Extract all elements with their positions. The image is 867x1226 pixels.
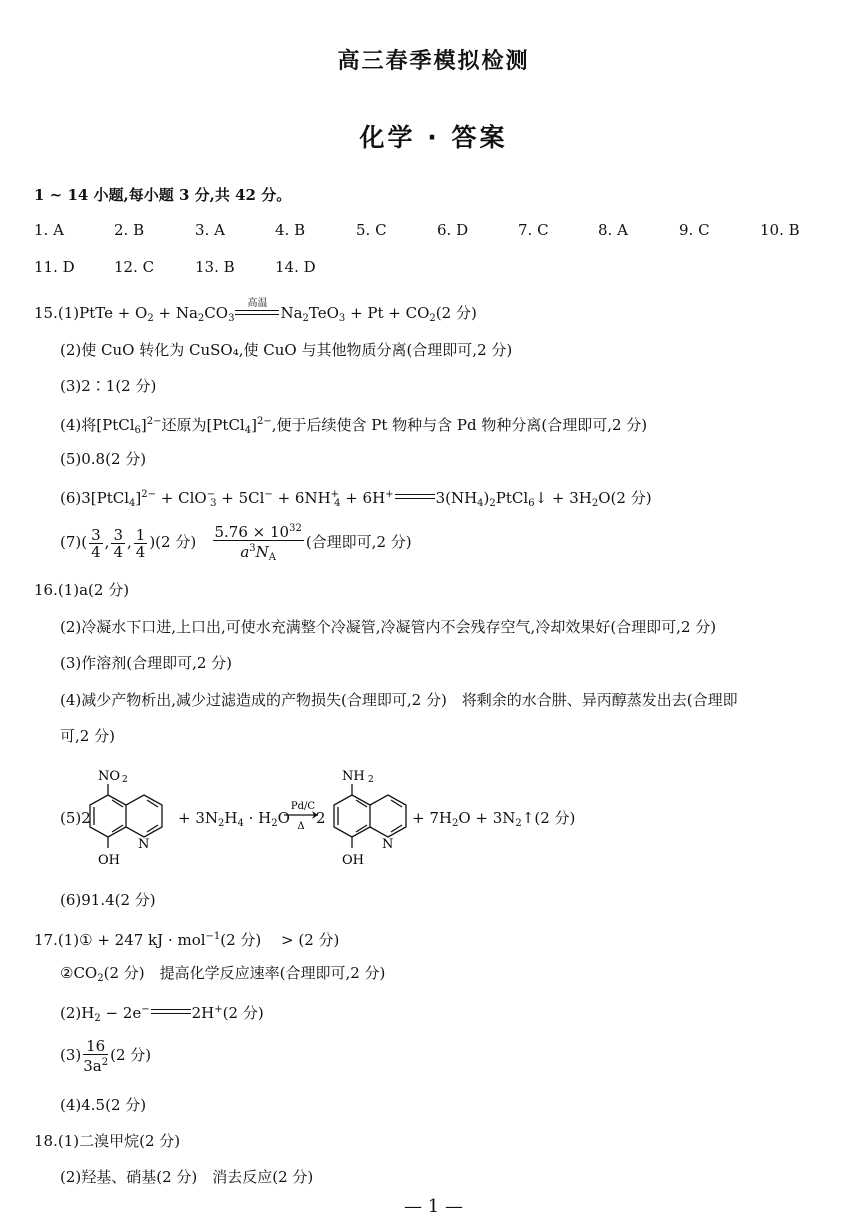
- ring-nitrogen-label: N: [138, 837, 150, 852]
- svg-text:2: 2: [368, 775, 374, 785]
- q17-part2: $(2)H_2 - 2e^-$ 2H+(2 分): [60, 1004, 264, 1024]
- q16-part2: (2)冷凝水下口进,上口出,可使水充满整个冷凝管,冷凝管内不会残存空气,冷却效果好(合理即可,2 分): [60, 618, 717, 636]
- text: Na: [280, 304, 303, 322]
- text: + 3N: [178, 809, 219, 827]
- text: CO: [204, 304, 229, 322]
- text: ]: [251, 416, 257, 434]
- q17-part3: [60, 1034, 151, 1076]
- mc-answer-9: 9. C: [679, 221, 710, 239]
- hydroxyl-group-label: OH: [342, 853, 364, 868]
- text: ,便于后续使含 Pt 物种与含 Pd 物种分离(合理即可,2 分): [271, 416, 648, 434]
- text: 3(NH: [435, 489, 478, 507]
- denominator: 4: [91, 542, 101, 561]
- section-intro: 1 ~ 14 小题,每小题 3 分,共 42 分。: [34, 186, 292, 204]
- text: (2 分) > (2 分): [220, 931, 340, 949]
- text: (2 分) 提高化学反应速率(合理即可,2 分): [103, 964, 386, 982]
- mc-answer-5: 5. C: [356, 221, 387, 239]
- text: + 6H: [340, 489, 386, 507]
- text: )(2 分): [149, 533, 197, 551]
- exponent: 32: [289, 522, 302, 534]
- question-number: 15.: [34, 304, 58, 322]
- q16-part1: [34, 579, 129, 601]
- text: ): [483, 489, 490, 507]
- reaction-equals-sign: [151, 1006, 191, 1018]
- page-subtitle: 化学 · 答案: [359, 123, 508, 152]
- mc-answer-6: 6. D: [437, 221, 469, 239]
- q15-part6: (6)3[PtCl$_4$]$^{2-}$ + $ClO^-_3 + 5Cl^- + 6NH^+_4 + 6H^+$ $3(NH_4)_2PtCl_6↓ + 3H_2O(2$ 分): [60, 489, 652, 509]
- nitro-hydroxyquinoline-structure: [72, 760, 182, 875]
- numerator: 16: [83, 1038, 108, 1055]
- mc-answer-14: 14. D: [275, 258, 316, 276]
- text: (7)(: [60, 533, 88, 551]
- mc-answer-2: 2. B: [114, 221, 145, 239]
- mc-answer-13: 13. B: [195, 258, 235, 276]
- q16-part5-products: + $7H_2O$ + $3N_2↑(2$ 分): [412, 809, 576, 829]
- numerator: 3: [113, 525, 123, 544]
- text: + 7H: [412, 809, 452, 827]
- denominator: a: [240, 542, 250, 561]
- text: (1)① + 247 kJ · mol: [57, 931, 206, 949]
- q18-part2: (2)羟基、硝基(2 分) 消去反应(2 分): [60, 1168, 314, 1186]
- svg-text:2: 2: [122, 775, 128, 785]
- text: + ClO: [156, 489, 207, 507]
- q17-part1: 17.(1)① + 247 kJ · mol$^{-1}$(2 分) > (2 分): [34, 931, 340, 949]
- text: ]: [140, 416, 147, 434]
- page-title: 高三春季模拟检测: [337, 49, 530, 74]
- reaction-condition: 高温: [247, 298, 268, 309]
- text: O: [277, 809, 290, 827]
- text: TeO: [308, 304, 339, 322]
- text: ②CO: [60, 964, 98, 982]
- q15-part2: (2)使 CuO 转化为 CuSO₄,使 CuO 与其他物质分离(合理即可,2 分): [60, 341, 513, 359]
- text: · H: [243, 809, 272, 827]
- text: + Na: [153, 304, 198, 322]
- numerator: 3: [91, 525, 101, 544]
- fraction: [134, 527, 148, 560]
- reaction-equals-sign: [235, 298, 279, 319]
- numerator: 1: [135, 525, 146, 544]
- q16-part6: (6)91.4(2 分): [60, 891, 156, 909]
- denominator: 4: [113, 542, 123, 561]
- text: + Pt + CO: [345, 304, 430, 322]
- question-number: 18.: [34, 1132, 58, 1150]
- q16-part5-coef: 2: [316, 809, 326, 827]
- text: PtCl: [495, 489, 529, 507]
- mc-answer-8: 8. A: [598, 221, 628, 239]
- q15-part1: 15.(1)PtTe + $O_2 + Na_2CO_3$ 高温 $Na_2TeO_3 + Pt + CO_2(2$ 分): [34, 302, 477, 330]
- q16-part5-label: (5)2: [60, 809, 91, 827]
- text: ]: [135, 489, 142, 507]
- amino-hydroxyquinoline-structure: [300, 760, 410, 875]
- text: (3): [60, 1046, 82, 1064]
- text: − 2e: [100, 1004, 142, 1022]
- text: (2 分): [435, 304, 477, 322]
- text: 2H: [191, 1004, 215, 1022]
- ring-nitrogen-label: N: [382, 837, 394, 852]
- amino-group-label: NH: [342, 769, 365, 784]
- text: 还原为[PtCl: [161, 416, 245, 434]
- hydroxyl-group-label: OH: [98, 853, 120, 868]
- q15-part7: (7)( $\frac{3}{4}$ , $\frac{3}{4}$ , $\frac{1}{4}$ )(2 分) $\frac{5.76 \times 10^{32}}{a^3N_A}$ (合理即可,2 分): [60, 520, 412, 566]
- text: (4)将[PtCl: [60, 416, 135, 434]
- text: (2 分): [222, 1004, 264, 1022]
- q16-part3: (3)作溶剂(合理即可,2 分): [60, 654, 233, 672]
- text: (1)二溴甲烷(2 分): [57, 1132, 181, 1150]
- text: (合理即可,2 分): [305, 533, 412, 551]
- mc-answer-12: 12. C: [114, 258, 155, 276]
- q15-part5: (5)0.8(2 分): [60, 450, 147, 468]
- q16-part4: (4)减少产物析出,减少过滤造成的产物损失(合理即可,2 分) 将剩余的水合肼、异丙醇蒸发出去(合理即: [60, 691, 738, 709]
- text: + 6NH: [272, 489, 331, 507]
- text: ↓ + 3H: [534, 489, 592, 507]
- q17-part1-2: $②CO_2(2$ 分) 提高化学反应速率(合理即可,2 分): [60, 964, 386, 984]
- text: ↑(2 分): [521, 809, 576, 827]
- heat-label: Δ: [297, 821, 305, 832]
- text: O + 3N: [458, 809, 516, 827]
- mc-answer-4: 4. B: [275, 221, 306, 239]
- denominator: 3a: [83, 1057, 102, 1075]
- fraction: $\frac{16}{3a^2}$: [83, 1037, 109, 1075]
- q16-part5-reagent: + $3N_2H_4 \cdot H_2O$: [178, 809, 290, 829]
- q18-part1: [34, 1130, 180, 1152]
- mc-answer-7: 7. C: [518, 221, 549, 239]
- text: H: [224, 809, 238, 827]
- catalyst-label: Pd/C: [290, 801, 316, 812]
- fraction: [89, 527, 103, 560]
- text: (2 分): [110, 1046, 152, 1064]
- page-number: — 1 —: [404, 1196, 463, 1217]
- mc-answer-1: 1. A: [34, 221, 64, 239]
- mc-answer-11: 11. D: [34, 258, 75, 276]
- text: (6)3[PtCl: [60, 489, 130, 507]
- q16-part4-cont: 可,2 分): [60, 727, 115, 745]
- numerator: 5.76 × 10: [214, 522, 290, 541]
- q15-part4: (4)将[PtCl$_6$]$^{2-}$还原为[PtCl$_4$]$^{2-}$,便于后续使含 Pt 物种与含 Pd 物种分离(合理即可,2 分): [60, 416, 648, 436]
- density-fraction: $\frac{5.76 \times 10^{32}}{a^3N_A}$: [214, 522, 302, 563]
- text: + 5Cl: [216, 489, 265, 507]
- denominator-symbol: N: [255, 542, 269, 561]
- text: (2)H: [60, 1004, 95, 1022]
- text: (1)a(2 分): [57, 581, 130, 599]
- q15-part3: (3)2∶1(2 分): [60, 377, 157, 395]
- denominator: 4: [135, 542, 146, 561]
- fraction: [111, 527, 125, 560]
- mc-answer-10: 10. B: [760, 221, 800, 239]
- q17-part4: (4)4.5(2 分): [60, 1096, 147, 1114]
- text: O(2 分): [598, 489, 652, 507]
- question-number: 16.: [34, 581, 58, 599]
- text: (1)PtTe + O: [57, 304, 148, 322]
- mc-answer-3: 3. A: [195, 221, 225, 239]
- nitro-group-label: NO: [98, 769, 121, 784]
- reaction-equals-sign: [395, 491, 435, 503]
- question-number: 17.: [34, 931, 58, 949]
